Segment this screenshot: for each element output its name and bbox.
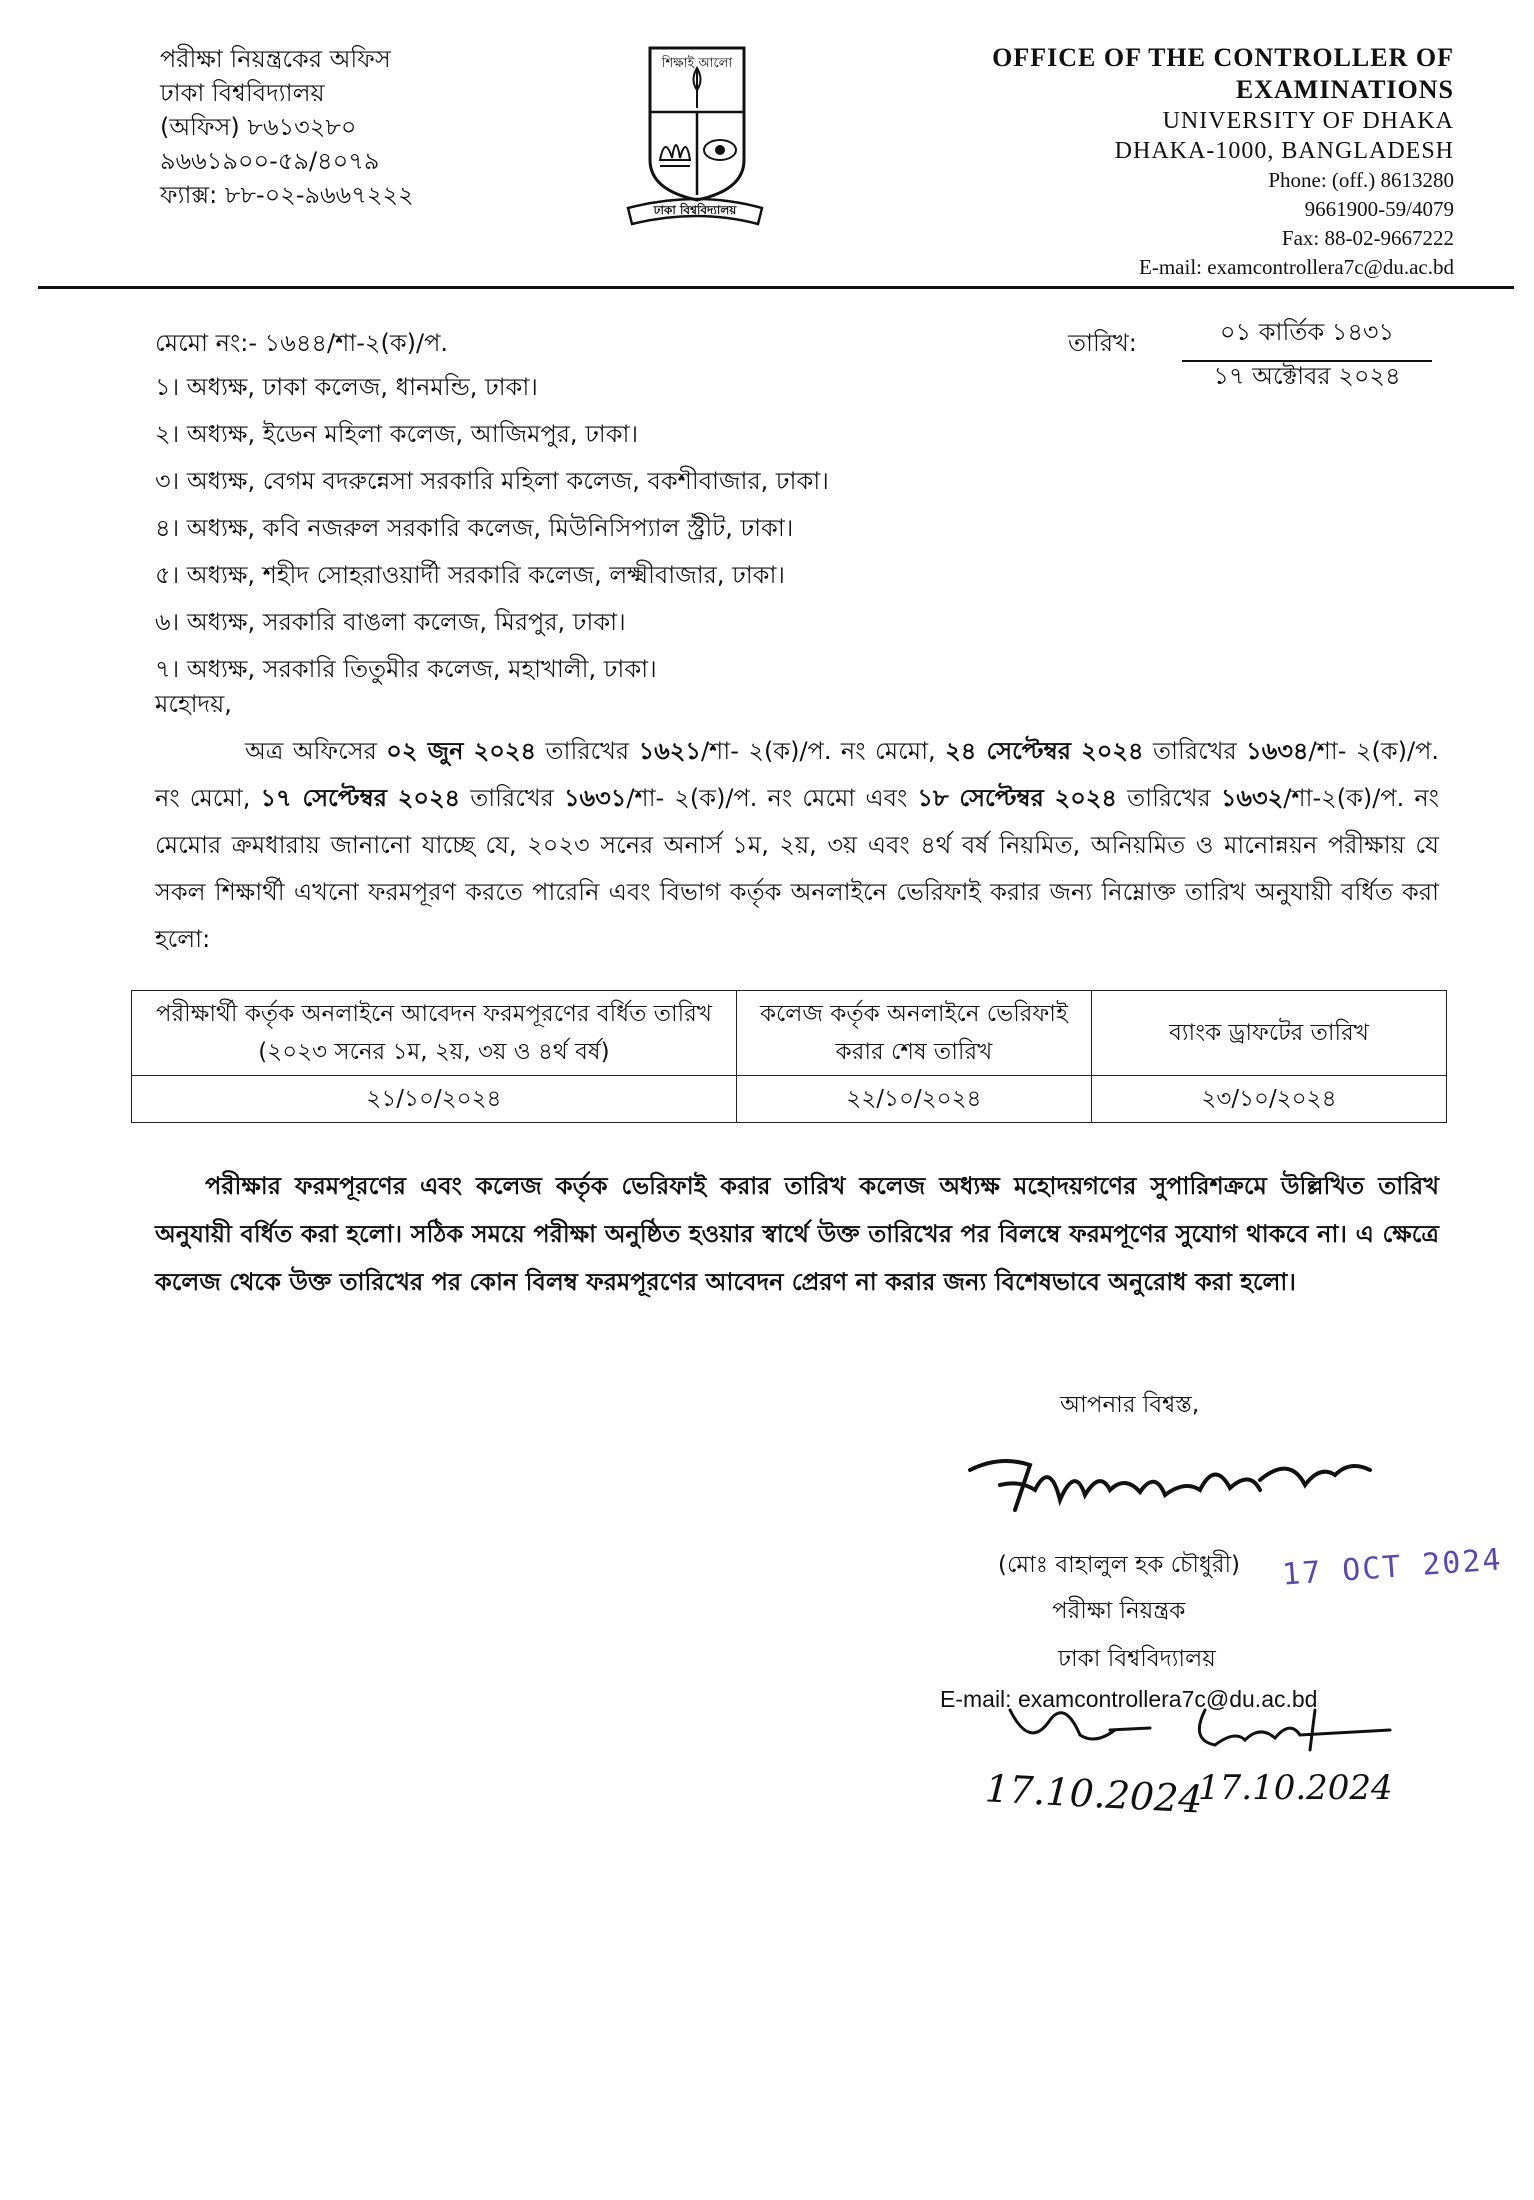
closing: আপনার বিশ্বস্ত, <box>1060 1392 1200 1418</box>
signature-icon <box>960 1440 1400 1530</box>
university-name-en: UNIVERSITY OF DHAKA <box>1162 108 1454 134</box>
date-label: তারিখ: <box>1068 329 1137 357</box>
header-divider <box>38 286 1514 289</box>
table-header-row <box>132 991 1447 1076</box>
email-en: E-mail: examcontrollera7c@du.ac.bd <box>1139 255 1454 279</box>
fax-en: Fax: 88-02-9667222 <box>1281 226 1454 250</box>
pabx-bn: ৯৬৬১৯০০-৫৯/৪০৭৯ <box>160 147 380 175</box>
schedule-table <box>131 990 1447 1123</box>
seal-banner-text: ঢাকা বিশ্ববিদ্যালয় <box>653 203 737 217</box>
university-name-bn: ঢাকা বিশ্ববিদ্যালয় <box>160 79 325 107</box>
seal-motto: শিক্ষাই আলো <box>661 56 733 71</box>
header-cell-student-form-date: পরীক্ষার্থী কর্তৃক অনলাইনে আবেদন ফরমপূরণের বর্ধিত তারিখ (২০২৩ সনের ১ম, ২য়, ৩য় ও ৪র্থ বর্ষ) <box>132 991 737 1076</box>
office-phone-bn: (অফিস) ৮৬১৩২৮০ <box>160 113 357 141</box>
signatory-name: (মোঃ বাহালুল হক চৌধুরী) <box>998 1552 1241 1578</box>
signatory-email: E-mail: examcontrollera7c@du.ac.bd <box>940 1686 1318 1712</box>
date-bangla-calendar: ০১ কার্তিক ১৪৩১ <box>1182 314 1432 362</box>
cell-bank-draft-date: ২৩/১০/২০২৪ <box>1091 1076 1446 1123</box>
list-item: ৭। অধ্যক্ষ, সরকারি তিতুমীর কলেজ, মহাখালী, ঢাকা। <box>155 655 657 683</box>
header-left-block <box>160 42 414 212</box>
office-title-en-line2: EXAMINATIONS <box>1235 75 1454 104</box>
body-paragraph-1: অত্র অফিসের ০২ জুন ২০২৪ তারিখের ১৬২১/শা- ২(ক)/প. নং মেমো, ২৪ সেপ্টেম্বর ২০২৪ তারিখের ১৬৩৪/শা- ২(ক)/প. নং মেমো, ১৭ সেপ্টেম্বর ২০২৪ তারিখের ১৬৩১/শা- ২(ক)/প. নং মেমো এবং ১৮ সেপ্টেম্বর ২০২৪ তারিখের ১৬৩২/শা-২(ক)/প. নং মেমোর ক্রমধারায় জানানো যাচ্ছে যে, ২০২৩ সনের অনার্স ১ম, ২য়, ৩য় এবং ৪র্থ বর্ষ নিয়মিত, অনিয়মিত ও মানোন্নয়ন পরীক্ষায় যে সকল শিক্ষার্থী এখনো ফরমপূরণ করতে পারেনি এবং বিভাগ কর্তৃক অনলাইনে ভেরিফাই করার জন্য নিম্নোক্ত তারিখ অনুযায়ী বর্ধিত করা হলো: <box>155 737 1440 953</box>
office-title-en-line1: OFFICE OF THE CONTROLLER OF <box>992 43 1454 72</box>
header-cell-bank-draft-date: ব্যাংক ড্রাফটের তারিখ <box>1091 991 1446 1076</box>
header-cell-college-verify-date: কলেজ কর্তৃক অনলাইনে ভেরিফাই করার শেষ তারিখ <box>736 991 1091 1076</box>
cell-college-verify-date: ২২/১০/২০২৪ <box>736 1076 1091 1123</box>
list-item: ৪। অধ্যক্ষ, কবি নজরুল সরকারি কলেজ, মিউনিসিপ্যাল স্ট্রীট, ঢাকা। <box>155 514 794 542</box>
phone-en: Phone: (off.) 8613280 <box>1268 168 1454 192</box>
date-gregorian: ১৭ অক্টোবর ২০২৪ <box>1213 362 1401 390</box>
memo-number: মেমো নং:- ১৬৪৪/শা-২(ক)/প. <box>155 329 449 357</box>
handwritten-date-1: 17.10.2024 <box>983 1766 1204 1822</box>
list-item: ৩। অধ্যক্ষ, বেগম বদরুন্নেসা সরকারি মহিলা কলেজ, বকশীবাজার, ঢাকা। <box>155 467 829 495</box>
table-row <box>132 1076 1447 1123</box>
handwritten-date-2: 17.10.2024 <box>1198 1768 1393 1808</box>
signatory-institution: ঢাকা বিশ্ববিদ্যালয় <box>1058 1646 1216 1672</box>
signatory-designation: পরীক্ষা নিয়ন্ত্রক <box>1052 1598 1186 1624</box>
office-name: পরীক্ষা নিয়ন্ত্রকের অফিস <box>160 45 391 73</box>
salutation: মহোদয়, <box>155 690 232 718</box>
university-seal <box>610 40 780 230</box>
list-item: ৫। অধ্যক্ষ, শহীদ সোহরাওয়ার্দী সরকারি কলেজ, লক্ষ্মীবাজার, ঢাকা। <box>155 561 786 589</box>
list-item: ৬। অধ্যক্ষ, সরকারি বাঙলা কলেজ, মিরপুর, ঢাকা। <box>155 608 626 636</box>
list-item: ১। অধ্যক্ষ, ঢাকা কলেজ, ধানমন্ডি, ঢাকা। <box>155 373 538 401</box>
initials-signatures-icon <box>990 1690 1410 1780</box>
pabx-en: 9661900-59/4079 <box>1304 197 1454 221</box>
body-paragraph-2: পরীক্ষার ফরমপূরণের এবং কলেজ কর্তৃক ভেরিফাই করার তারিখ কলেজ অধ্যক্ষ মহোদয়গণের সুপারিশক্রমে উল্লিখিত তারিখ অনুযায়ী বর্ধিত করা হলো। সঠিক সময়ে পরীক্ষা অনুষ্ঠিত হওয়ার স্বার্থে উক্ত তারিখের পর বিলম্বে ফরমপূণের সুযোগ থাকবে না। এ ক্ষেত্রে কলেজ থেকে উক্ত তারিখের পর কোন বিলম্ব ফরমপূরণের আবেদন প্রেরণ না করার জন্য বিশেষভাবে অনুরোধ করা হলো। <box>155 1172 1439 1296</box>
list-item: ২। অধ্যক্ষ, ইডেন মহিলা কলেজ, আজিমপুর, ঢাকা। <box>155 420 639 448</box>
address-en: DHAKA-1000, BANGLADESH <box>1114 138 1454 164</box>
header-right-block <box>894 42 1454 282</box>
cell-student-form-date: ২১/১০/২০২৪ <box>132 1076 737 1123</box>
received-date-stamp: 17 OCT 2024 <box>1281 1542 1504 1593</box>
recipient-list <box>155 364 829 693</box>
fax-bn: ফ্যাক্স: ৮৮-০২-৯৬৬৭২২২ <box>160 181 414 209</box>
